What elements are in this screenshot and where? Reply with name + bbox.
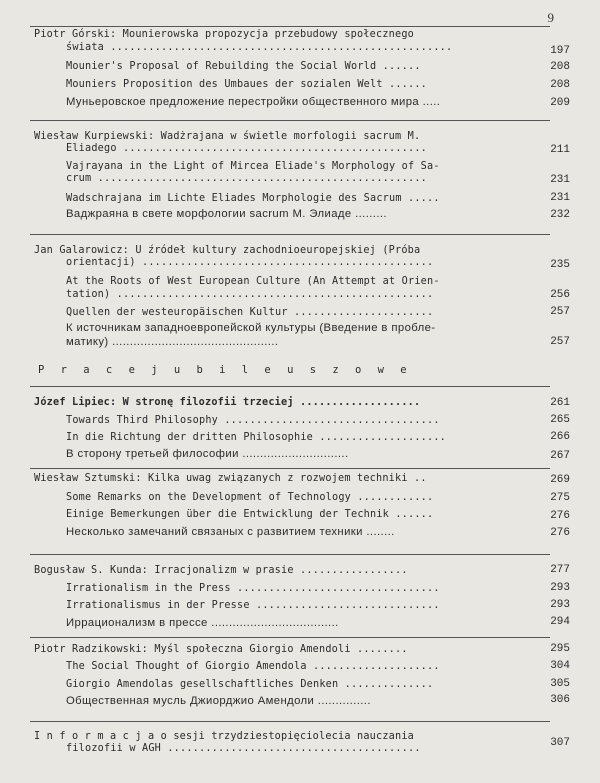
toc-entry-line: В сторону третьей философии .............................. <box>66 448 349 460</box>
toc-entry-line: The Social Thought of Giorgio Amendola .................... <box>66 661 440 672</box>
toc-entry-line: At the Roots of West European Culture (An Attempt at Orien- <box>66 276 440 287</box>
toc-page-number: 257 <box>550 306 570 318</box>
page-number: 9 <box>547 10 554 25</box>
toc-page-number: 295 <box>550 643 570 655</box>
toc-entry-line: Irrationalismus in der Presse ............................. <box>66 600 440 611</box>
toc-entry-line: Wadschrajana im Lichte Eliades Morphologie des Sacrum ..... <box>66 193 440 204</box>
divider-rule <box>30 721 550 722</box>
toc-page-number: 269 <box>550 474 570 486</box>
toc-entry-line: świata ...................................................... <box>66 42 453 53</box>
toc-entry-line: К источникам западноевропейской культуры (Введение в пробле- <box>66 322 436 334</box>
divider-rule <box>30 234 550 235</box>
toc-page-number: 197 <box>550 45 570 57</box>
toc-entry-line: Wiesław Kurpiewski: Wadżrajana w świetle morfologii sacrum M. <box>34 131 421 142</box>
toc-entry-line: Irrationalism in the Press ................................ <box>66 583 440 594</box>
toc-page-number: 235 <box>550 259 570 271</box>
toc-entry-line: Giorgio Amendolas gesellschaftliches Denken .............. <box>66 679 434 690</box>
toc-entry-line: матику) ............................................... <box>66 336 279 348</box>
toc-page-number: 261 <box>550 397 570 409</box>
toc-page-number: 307 <box>550 737 570 749</box>
toc-entry-line: filozofii w AGH ........................................ <box>66 743 421 754</box>
toc-page-number: 293 <box>550 582 570 594</box>
toc-page-number: 256 <box>550 289 570 301</box>
toc-entry-line: orientacji) .............................................. <box>66 257 434 268</box>
toc-entry-line: Eliadego ................................................ <box>66 143 428 154</box>
section-heading: P r a c e j u b i l e u s z o w e <box>38 364 412 376</box>
toc-entry-line: Jan Galarowicz: U źródeł kultury zachodnioeuropejskiej (Próba <box>34 245 421 256</box>
divider-rule <box>30 468 550 469</box>
toc-entry-line: Mouniers Proposition des Umbaues der sozialen Welt ...... <box>66 79 428 90</box>
divider-rule <box>30 26 550 27</box>
toc-page-number: 294 <box>550 616 570 628</box>
toc-page-number: 232 <box>550 209 570 221</box>
toc-entry-line: Józef Lipiec: W stronę filozofii trzeciej ................... <box>34 397 421 408</box>
toc-entry-line: Piotr Radzikowski: Myśl społeczna Giorgio Amendoli ........ <box>34 644 408 655</box>
toc-page-number: 231 <box>550 174 570 186</box>
toc-page-number: 277 <box>550 564 570 576</box>
toc-entry-line: crum .................................................... <box>66 173 428 184</box>
toc-page-number: 211 <box>550 144 570 156</box>
toc-entry-line: Quellen der westeuropäischen Kultur ...................... <box>66 307 434 318</box>
toc-entry-line: Ваджраяна в свете морфологии sacrum М. Элиаде ......... <box>66 208 387 220</box>
toc-page-number: 231 <box>550 192 570 204</box>
toc-page-number: 266 <box>550 431 570 443</box>
divider-rule <box>30 554 550 555</box>
toc-entry-line: Wiesław Sztumski: Kilka uwag związanych z rozwojem techniki .. <box>34 473 427 484</box>
divider-rule <box>30 120 550 121</box>
toc-entry-line: Несколько замечаний связаных с развитием техники ........ <box>66 526 395 538</box>
toc-entry-line: Муньеровское предложение перестройки общественного мира ..... <box>66 96 441 108</box>
toc-entry-line: tation) .................................................. <box>66 289 434 300</box>
toc-entry-line: Towards Third Philosophy .................................. <box>66 415 440 426</box>
toc-entry-line: Mounier's Proposal of Rebuilding the Social World ...... <box>66 61 421 72</box>
divider-rule <box>30 386 550 387</box>
toc-page-number: 304 <box>550 660 570 672</box>
toc-page-number: 209 <box>550 97 570 109</box>
toc-entry-line: Иррационализм в прессе .................................... <box>66 617 339 629</box>
toc-entry-line: I n f o r m a c j a o sesji trzydziestopięciolecia nauczania <box>34 731 415 742</box>
toc-page-number: 276 <box>550 527 570 539</box>
toc-page-number: 276 <box>550 510 570 522</box>
toc-entry-line: Some Remarks on the Development of Technology ............ <box>66 492 434 503</box>
toc-page-number: 306 <box>550 694 570 706</box>
toc-page-number: 267 <box>550 450 570 462</box>
toc-page-number: 305 <box>550 678 570 690</box>
toc-page-number: 265 <box>550 414 570 426</box>
divider-rule <box>30 637 550 638</box>
toc-entry-line: Piotr Górski: Mounierowska propozycja przebudowy społecznego <box>34 29 415 40</box>
toc-entry-line: Vajrayana in the Light of Mircea Eliade's Morphology of Sa- <box>66 161 440 172</box>
toc-entry-line: In die Richtung der dritten Philosophie .................... <box>66 432 447 443</box>
toc-entry-line: Общественная мусль Джиорджио Амендоли ............... <box>66 695 371 707</box>
toc-page-number: 293 <box>550 599 570 611</box>
toc-entry-line: Einige Bemerkungen über die Entwicklung der Technik ...... <box>66 509 434 520</box>
toc-page-number: 275 <box>550 492 570 504</box>
toc-page-number: 208 <box>550 61 570 73</box>
toc-page-number: 257 <box>550 336 570 348</box>
toc-entry-line: Bogusław S. Kunda: Irracjonalizm w prasie ................. <box>34 565 408 576</box>
toc-page-number: 208 <box>550 79 570 91</box>
